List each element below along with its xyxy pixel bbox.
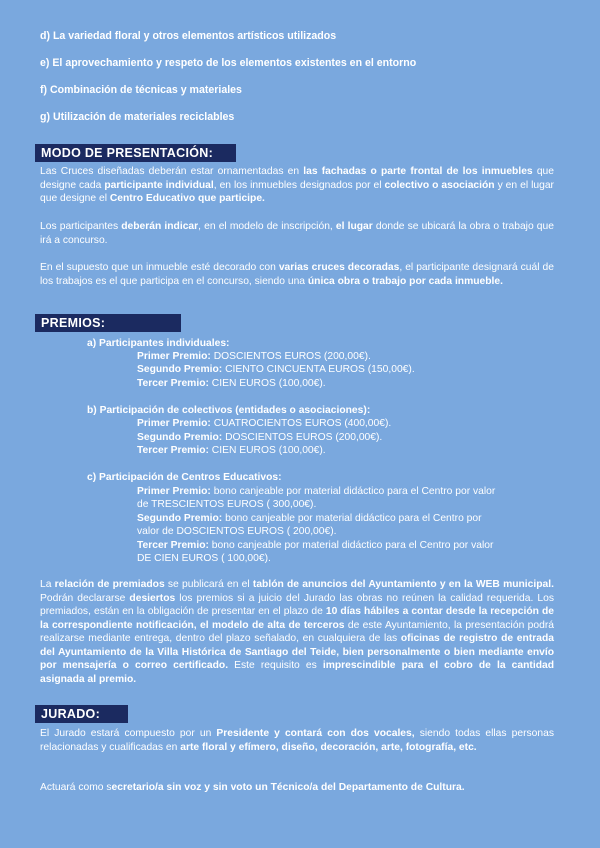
prize-label: a) Participantes individuales: bbox=[87, 338, 230, 349]
prize-value: DE CIEN EUROS ( 100,00€). bbox=[137, 553, 271, 564]
text: Las Cruces diseñadas deberán estar ornamentadas en bbox=[40, 166, 304, 177]
bold-text: 10 días hábiles a contar desde la recepción de la correspondiente notificación, el modelo de alta de terceros bbox=[40, 606, 554, 631]
prize-value: DOSCIENTOS EUROS (200,00€). bbox=[222, 432, 383, 443]
prize-label: Primer Premio: bbox=[137, 486, 211, 497]
prize-value: bono canjeable por material didáctico para el Centro por valor bbox=[208, 540, 494, 551]
bold-text: desiertos bbox=[129, 592, 176, 604]
criterion-d: d) La variedad floral y otros elementos artísticos utilizados bbox=[40, 30, 337, 42]
text: los premios si a juicio del Jurado las obras no reúnen la calidad requerida. Los premiados, están en la obligación de presentar en el plazo de bbox=[40, 592, 554, 617]
bold-text: Centro Educativo que participe. bbox=[109, 193, 265, 204]
jurado-paragraph-2 bbox=[40, 781, 554, 795]
prize-line bbox=[137, 444, 326, 458]
prize-line bbox=[137, 377, 326, 391]
prize-value: CUATROCIENTOS EUROS (400,00€). bbox=[210, 418, 392, 429]
bold-text: relación de premiados bbox=[54, 579, 165, 590]
bold-text: ecretario/a sin voz y sin voto un Técnico/a del Departamento de Cultura. bbox=[111, 782, 465, 793]
prize-category bbox=[87, 471, 282, 485]
text: En el supuesto que un inmueble esté decorado con bbox=[40, 262, 279, 273]
bold-text: oficinas de registro de entrada del Ayuntamiento de la Villa Histórica de Santiago del Teide, bien personalmente o bien mediante envío por mensajería o correo certificado. bbox=[40, 633, 555, 671]
prize-line bbox=[137, 539, 493, 553]
prize-value: DOSCIENTOS EUROS (200,00€). bbox=[210, 351, 371, 362]
text: Actuará como s bbox=[40, 782, 112, 793]
text: , el participante designará cuál de los trabajos es el que participa en el concurso, siendo una bbox=[40, 262, 555, 287]
prize-value: bono canjeable por material didáctico para el Centro por bbox=[222, 513, 482, 524]
prize-label: Tercer Premio: bbox=[137, 540, 209, 551]
text: , en el modelo de inscripción, bbox=[198, 221, 336, 232]
bold-text: arte floral y efímero, diseño, decoración, arte, fotografía, etc. bbox=[180, 741, 477, 753]
prize-label: Primer Premio: bbox=[137, 351, 211, 362]
text: que designe cada bbox=[40, 166, 554, 191]
bold-text: imprescindible para el cobro de la cantidad asignada al premio. bbox=[40, 660, 554, 685]
text: siendo todas ellas personas relacionadas y cualificadas en bbox=[40, 728, 554, 753]
prize-label: Primer Premio: bbox=[137, 418, 211, 429]
prize-label: Segundo Premio: bbox=[137, 432, 223, 443]
prize-value: de TRESCIENTOS EUROS ( 300,00€). bbox=[137, 499, 317, 510]
prize-value: CIEN EUROS (100,00€). bbox=[208, 445, 326, 456]
text: , en los inmuebles designados por el bbox=[213, 179, 385, 191]
prize-category bbox=[87, 404, 370, 418]
modo-paragraph-3 bbox=[40, 261, 554, 288]
text: Este requisito es bbox=[228, 660, 323, 671]
prize-line bbox=[137, 498, 316, 512]
prize-line bbox=[137, 350, 371, 364]
bold-text: tablón de anuncios del Ayuntamiento y en la WEB municipal. bbox=[252, 579, 554, 590]
prize-line bbox=[137, 363, 415, 377]
prize-value: valor de DOSCIENTOS EUROS ( 200,00€). bbox=[137, 526, 337, 537]
section-title-jurado: JURADO: bbox=[35, 705, 128, 723]
bold-text: Presidente y contará con dos vocales, bbox=[216, 728, 415, 739]
text: El Jurado estará compuesto por un bbox=[40, 728, 217, 739]
prize-line bbox=[137, 431, 382, 445]
text: Podrán declararse bbox=[40, 592, 130, 604]
prize-label: Tercer Premio: bbox=[137, 445, 209, 456]
prize-line bbox=[137, 552, 271, 566]
bold-text: el lugar bbox=[335, 221, 373, 232]
criterion-f: f) Combinación de técnicas y materiales bbox=[40, 84, 242, 96]
bold-text: varias cruces decoradas bbox=[278, 262, 400, 273]
prize-value: CIEN EUROS (100,00€). bbox=[208, 378, 326, 389]
text: donde se ubicará la obra o trabajo que irá a concurso. bbox=[40, 221, 554, 246]
criterion-e: e) El aprovechamiento y respeto de los elementos existentes en el entorno bbox=[40, 57, 417, 69]
modo-paragraph-2 bbox=[40, 220, 554, 247]
text: se publicará en el bbox=[164, 579, 253, 590]
prize-label: c) Participación de Centros Educativos: bbox=[87, 472, 282, 483]
prize-line bbox=[137, 485, 495, 499]
jurado-paragraph-1 bbox=[40, 727, 554, 754]
text: La bbox=[40, 579, 55, 590]
prize-category bbox=[87, 337, 229, 351]
criterion-g: g) Utilización de materiales reciclables bbox=[40, 111, 235, 123]
prize-value: bono canjeable por material didáctico para el Centro por valor bbox=[210, 486, 496, 497]
section-title-modo: MODO DE PRESENTACIÓN: bbox=[35, 144, 236, 162]
text: y en el lugar que designe el bbox=[40, 179, 554, 204]
prize-label: b) Participación de colectivos (entidades o asociaciones): bbox=[87, 405, 371, 416]
bold-text: única obra o trabajo por cada inmueble. bbox=[307, 275, 503, 287]
text: de este Ayuntamiento, la presentación podrá realizarse mediante entrega, dentro del plazo señalado, en cualquiera de las bbox=[40, 619, 554, 644]
bold-text: las fachadas o parte frontal de los inmuebles bbox=[303, 166, 533, 177]
prize-value: CIENTO CINCUENTA EUROS (150,00€). bbox=[222, 364, 415, 375]
bold-text: deberán indicar bbox=[121, 221, 199, 232]
prize-line bbox=[137, 525, 337, 539]
page-footer-band bbox=[0, 822, 600, 848]
prize-label: Segundo Premio: bbox=[137, 364, 223, 375]
prize-line bbox=[137, 512, 482, 526]
section-title-premios: PREMIOS: bbox=[35, 314, 181, 332]
text: Los participantes bbox=[40, 221, 122, 232]
prize-label: Tercer Premio: bbox=[137, 378, 209, 389]
bold-text: participante individual bbox=[104, 179, 214, 191]
modo-paragraph-1 bbox=[40, 165, 554, 206]
premios-relacion-paragraph bbox=[40, 578, 554, 686]
prize-label: Segundo Premio: bbox=[137, 513, 223, 524]
bold-text: colectivo o asociación bbox=[384, 179, 495, 191]
prize-line bbox=[137, 417, 391, 431]
